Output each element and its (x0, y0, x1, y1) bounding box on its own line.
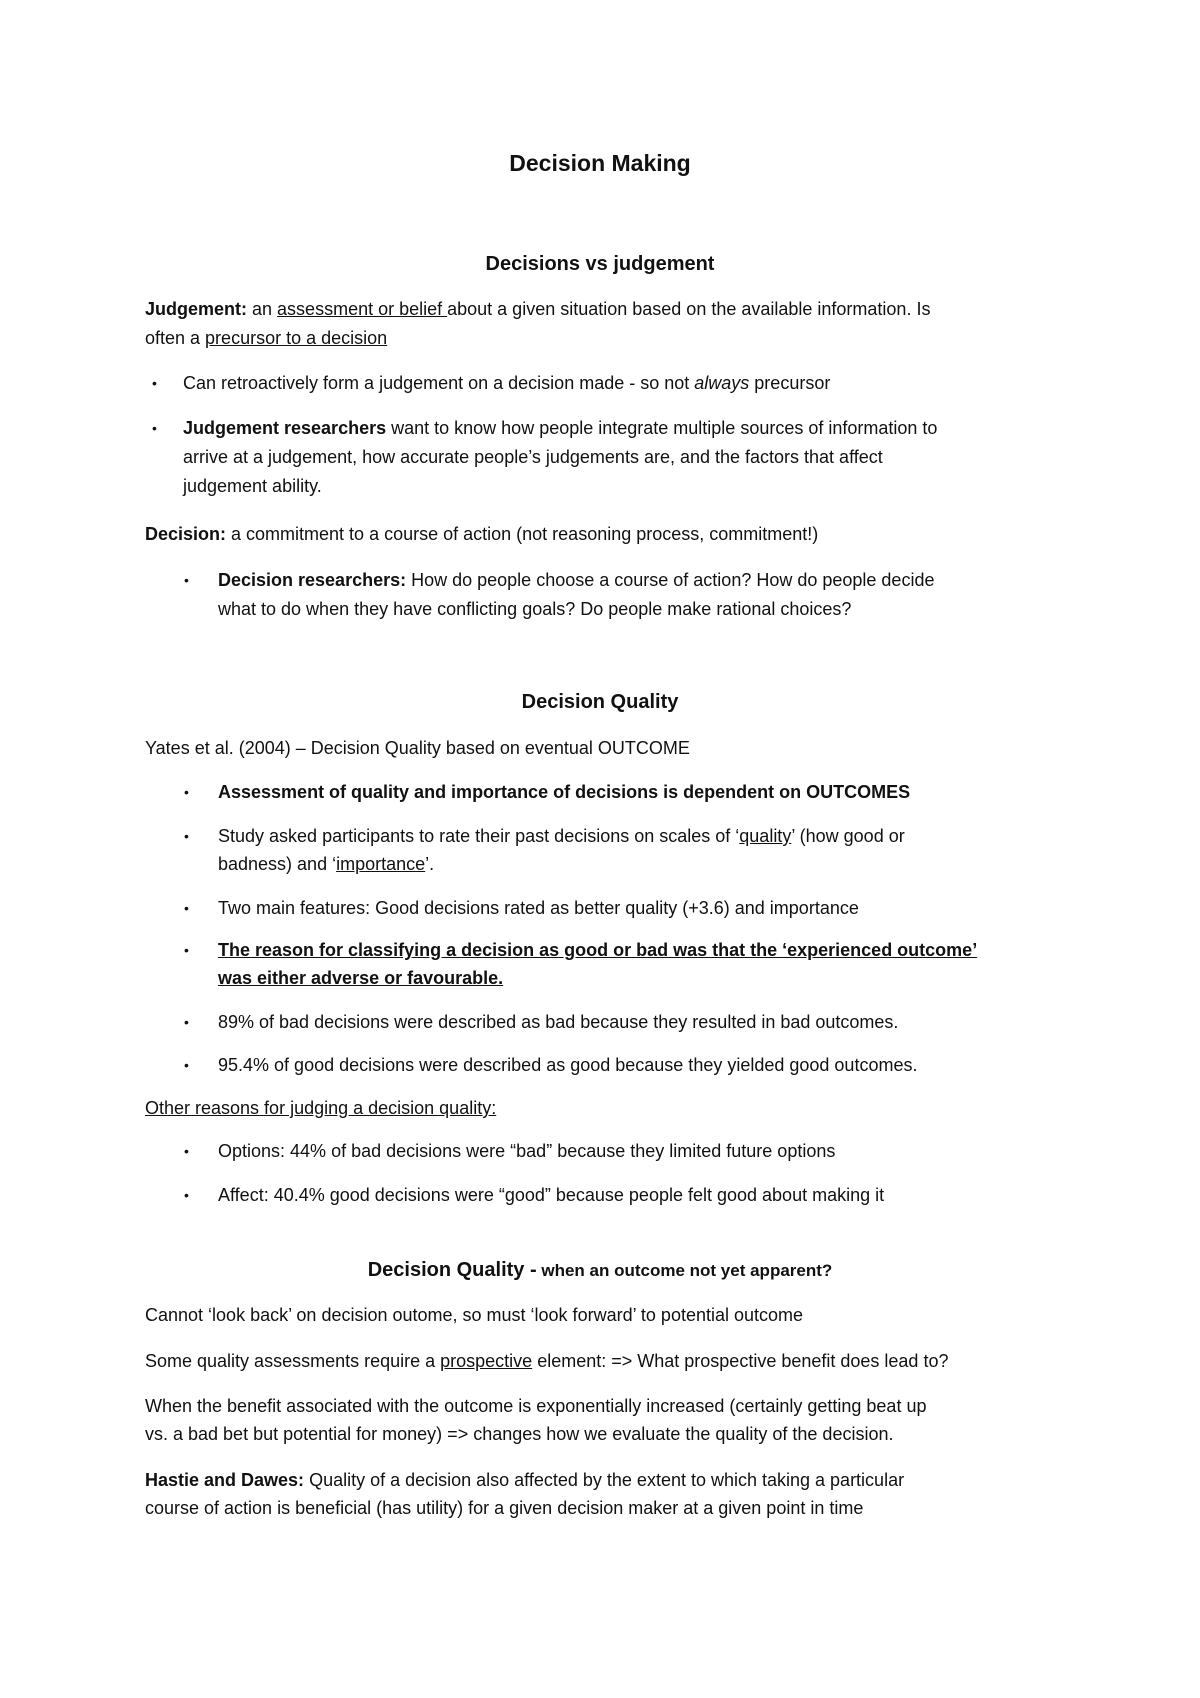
text-run: Some quality assessments require a (145, 1351, 441, 1371)
section-heading-decision-quality-not-yet-apparent (0, 1257, 1200, 1284)
decision-term: Decision: (145, 524, 227, 544)
bullet-icon: • (184, 942, 189, 958)
bullet-assessment-outcomes (218, 781, 910, 803)
text-run: Study asked participants to rate their past decisions on scales of ‘ (218, 826, 740, 846)
judgement-term: Judgement: (145, 299, 248, 319)
bullet-retroactive-judgement (183, 372, 830, 394)
bullet-study-line-2 (218, 853, 434, 875)
text-run: a commitment to a course of action (not reasoning process, commitment!) (226, 524, 819, 544)
bullet-icon: • (184, 784, 189, 800)
underlined-phrase: precursor to a decision (205, 328, 388, 348)
text-run: ’. (425, 854, 435, 874)
text-run: badness) and ‘ (218, 854, 337, 874)
heading-main: Decision Quality - (367, 1259, 537, 1281)
judgement-definition-line-2 (145, 327, 387, 349)
paragraph-hastie-dawes-line-1 (145, 1469, 904, 1491)
underlined-word: quality (739, 826, 792, 846)
bullet-affect: Affect: 40.4% good decisions were “good” because people felt good about making it (218, 1185, 885, 1205)
bullet-judgement-researchers-line-3: judgement ability. (183, 476, 322, 496)
text-run: want to know how people integrate multiple sources of information to (386, 418, 938, 438)
bullet-icon: • (184, 572, 189, 588)
section-heading-decision-quality: Decision Quality (521, 691, 679, 713)
section-heading-decisions-vs-judgement: Decisions vs judgement (485, 253, 715, 275)
bullet-judgement-researchers-line-2: arrive at a judgement, how accurate people’s judgements are, and the factors that affect (183, 447, 883, 467)
judgement-definition-line-1 (145, 298, 930, 320)
bold-underlined-text: was either adverse or favourable. (218, 968, 504, 988)
bullet-icon: • (152, 420, 157, 436)
bullet-decision-researchers-line-2: what to do when they have conflicting goals? Do people make rational choices? (218, 599, 852, 619)
text-run: ’ (how good or (791, 826, 905, 846)
bullet-decision-researchers-line-1 (218, 569, 934, 591)
document-title: Decision Making (509, 150, 691, 176)
bullet-icon: • (184, 1057, 189, 1073)
bullet-icon: • (184, 900, 189, 916)
bullet-95-percent: 95.4% of good decisions were described as good because they yielded good outcomes. (218, 1055, 918, 1075)
text-run: an (247, 299, 278, 319)
bold-statement: Assessment of quality and importance of decisions is dependent on OUTCOMES (218, 782, 911, 802)
text-run: precursor (749, 373, 831, 393)
text-run: often a (145, 328, 206, 348)
bullet-judgement-researchers-line-1 (183, 417, 937, 439)
paragraph-prospective (145, 1350, 948, 1372)
other-reasons-heading (145, 1097, 496, 1119)
yates-intro: Yates et al. (2004) – Decision Quality based on eventual OUTCOME (145, 738, 690, 758)
text-run: Can retroactively form a judgement on a decision made - so not (183, 373, 695, 393)
bullet-icon: • (184, 1014, 189, 1030)
text-run: How do people choose a course of action? How do people decide (406, 570, 935, 590)
bullet-icon: • (152, 375, 157, 391)
bullet-icon: • (184, 828, 189, 844)
bullet-icon: • (184, 1143, 189, 1159)
underlined-phrase: assessment or belief (277, 299, 448, 319)
bullet-89-percent: 89% of bad decisions were described as bad because they resulted in bad outcomes. (218, 1012, 899, 1032)
bold-term: Decision researchers: (218, 570, 407, 590)
underlined-text: Other reasons for judging a decision quality: (145, 1098, 497, 1118)
bold-term: Judgement researchers (183, 418, 387, 438)
text-run: element: => What prospective benefit does lead to? (532, 1351, 949, 1371)
underlined-word: prospective (440, 1351, 533, 1371)
text-run: Quality of a decision also affected by the extent to which taking a particular (304, 1470, 905, 1490)
bullet-reason-line-1 (218, 939, 977, 961)
text-run: about a given situation based on the available information. Is (447, 299, 931, 319)
underlined-word: importance (336, 854, 426, 874)
decision-definition (145, 523, 818, 545)
heading-sub: when an outcome not yet apparent? (536, 1261, 833, 1280)
paragraph-benefit-line-2: vs. a bad bet but potential for money) => changes how we evaluate the quality of the decision. (145, 1424, 894, 1444)
bullet-reason-line-2 (218, 967, 503, 989)
bullet-two-main-features: Two main features: Good decisions rated as better quality (+3.6) and importance (218, 898, 859, 918)
bullet-study-line-1 (218, 825, 905, 847)
italic-word: always (694, 373, 750, 393)
bullet-icon: • (184, 1187, 189, 1203)
bullet-options: Options: 44% of bad decisions were “bad” because they limited future options (218, 1141, 836, 1161)
bold-term: Hastie and Dawes: (145, 1470, 305, 1490)
paragraph-hastie-dawes-line-2: course of action is beneficial (has utility) for a given decision maker at a given point in time (145, 1498, 864, 1518)
paragraph-benefit-line-1: When the benefit associated with the outcome is exponentially increased (certainly getting beat up (145, 1396, 927, 1416)
paragraph-look-back: Cannot ‘look back’ on decision outome, so must ‘look forward’ to potential outcome (145, 1305, 804, 1325)
bold-underlined-text: The reason for classifying a decision as good or bad was that the ‘experienced outcome’ (218, 940, 978, 960)
